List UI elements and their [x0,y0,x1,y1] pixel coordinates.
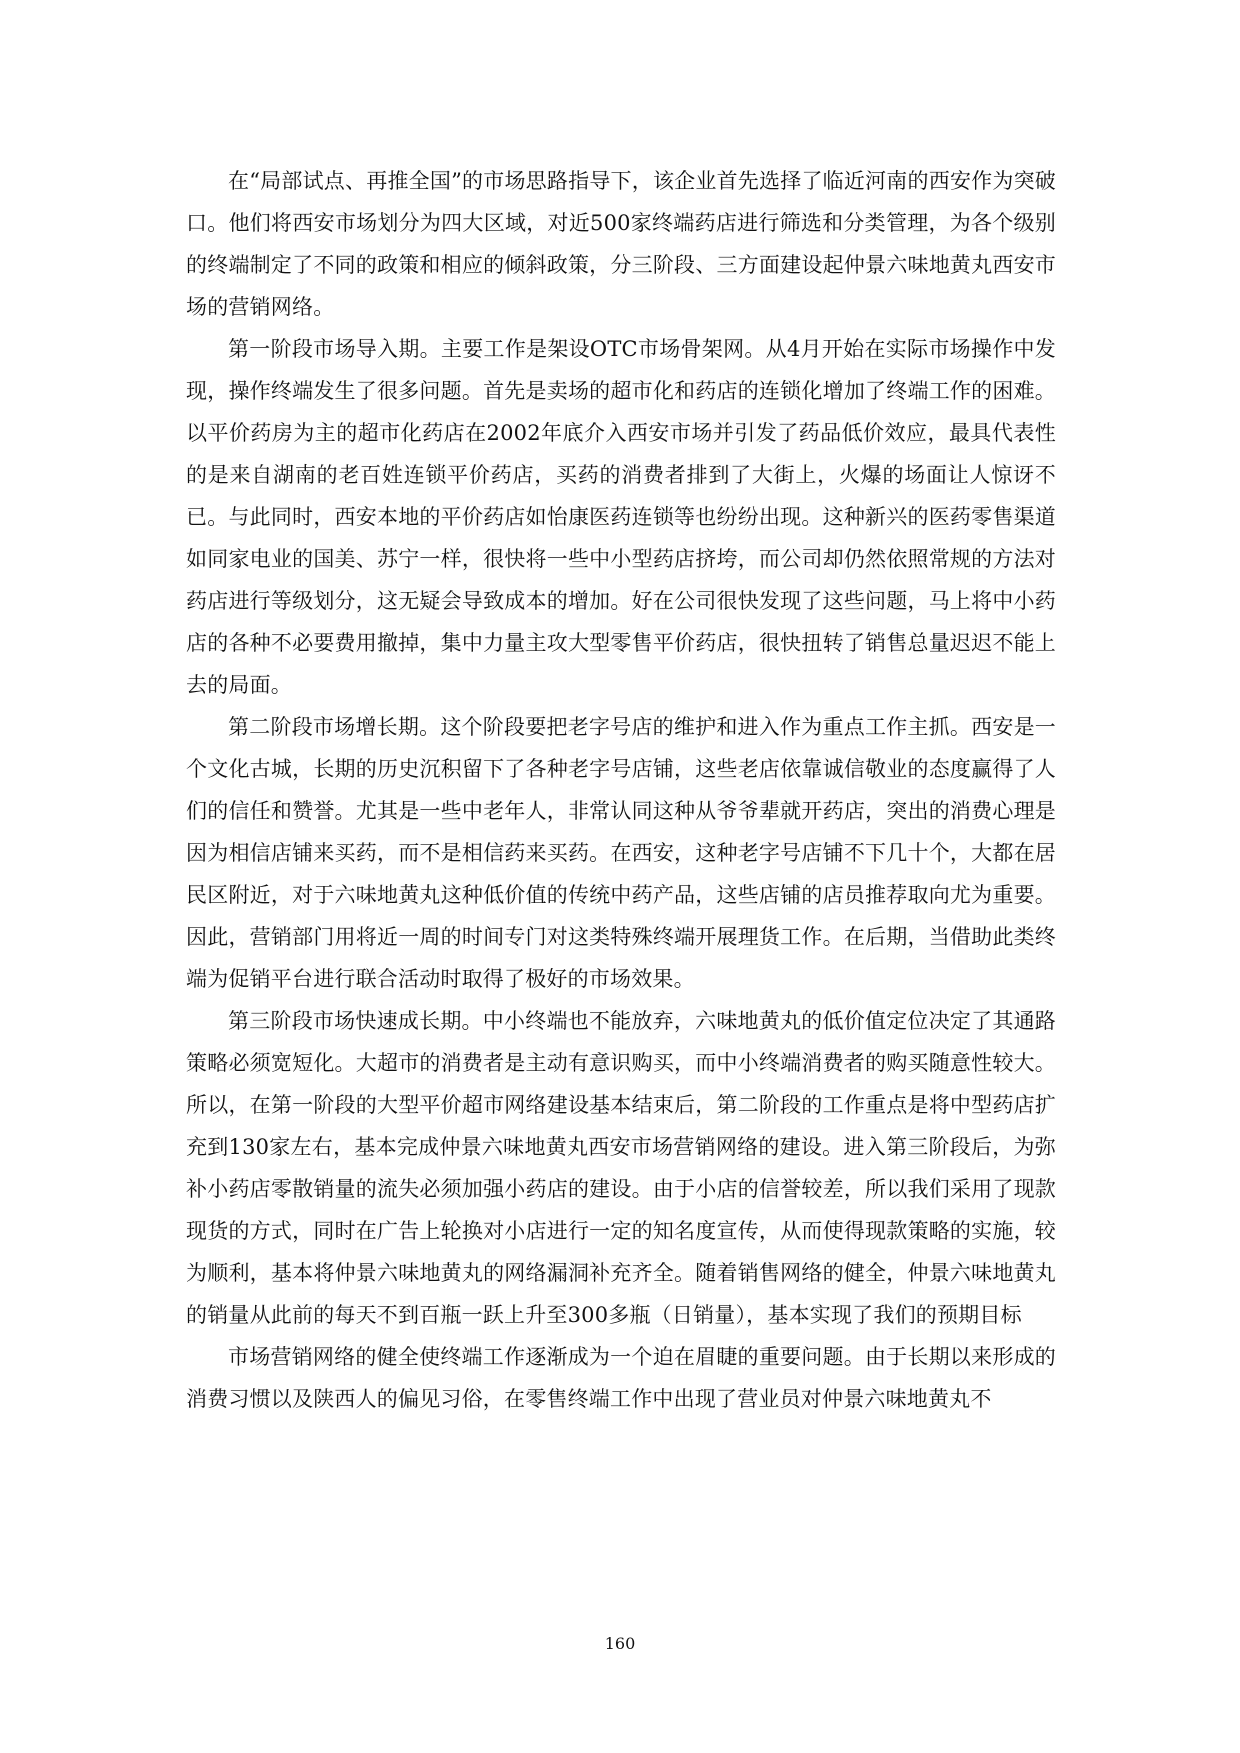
paragraph-stage-three: 第三阶段市场快速成长期。中小终端也不能放弃，六味地黄丸的低价值定位决定了其通路策略必须宽短化。大超市的消费者是主动有意识购买，而中小终端消费者的购买随意性较大。所以，在第一阶段的大型平价超市网络建设基本结束后，第二阶段的工作重点是将中型药店扩充到130家左右，基本完成仲景六味地黄丸西安市场营销网络的建设。进入第三阶段后，为弥补小药店零散销量的流失必须加强小药店的建设。由于小店的信誉较差，所以我们采用了现款现货的方式，同时在广告上轮换对小店进行一定的知名度宣传，从而使得现款策略的实施，较为顺利，基本将仲景六味地黄丸的网络漏洞补充齐全。随着销售网络的健全，仲景六味地黄丸的销量从此前的每天不到百瓶一跃上升至300多瓶（日销量），基本实现了我们的预期目标 [186,1009,1056,1327]
page-number: 160 [604,1634,636,1653]
body-text [186,160,1056,1420]
paragraph-stage-two: 第二阶段市场增长期。这个阶段要把老字号店的维护和进入作为重点工作主抓。西安是一个文化古城，长期的历史沉积留下了各种老字号店铺，这些老店依靠诚信敬业的态度赢得了人们的信任和赞誉。尤其是一些中老年人，非常认同这种从爷爷辈就开药店，突出的消费心理是因为相信店铺来买药，而不是相信药来买药。在西安，这种老字号店铺不下几十个，大都在居民区附近，对于六味地黄丸这种低价值的传统中药产品，这些店铺的店员推荐取向尤为重要。因此，营销部门用将近一周的时间专门对这类特殊终端开展理货工作。在后期，当借助此类终端为促销平台进行联合活动时取得了极好的市场效果。 [186,715,1056,991]
paragraph-terminal-work: 市场营销网络的健全使终端工作逐渐成为一个迫在眉睫的重要问题。由于长期以来形成的消费习惯以及陕西人的偏见习俗，在零售终端工作中出现了营业员对仲景六味地黄丸不 [186,1345,1056,1411]
paragraph-strategy: 在“局部试点、再推全国”的市场思路指导下，该企业首先选择了临近河南的西安作为突破口。他们将西安市场划分为四大区域，对近500家终端药店进行筛选和分类管理，为各个级别的终端制定了不同的政策和相应的倾斜政策，分三阶段、三方面建设起仲景六味地黄丸西安市场的营销网络。 [186,169,1056,319]
paragraph-stage-one: 第一阶段市场导入期。主要工作是架设OTC市场骨架网。从4月开始在实际市场操作中发现，操作终端发生了很多问题。首先是卖场的超市化和药店的连锁化增加了终端工作的困难。以平价药房为主的超市化药店在2002年底介入西安市场并引发了药品低价效应，最具代表性的是来自湖南的老百姓连锁平价药店，买药的消费者排到了大街上，火爆的场面让人惊讶不已。与此同时，西安本地的平价药店如怡康医药连锁等也纷纷出现。这种新兴的医药零售渠道如同家电业的国美、苏宁一样，很快将一些中小型药店挤垮，而公司却仍然依照常规的方法对药店进行等级划分，这无疑会导致成本的增加。好在公司很快发现了这些问题，马上将中小药店的各种不必要费用撤掉，集中力量主攻大型零售平价药店，很快扭转了销售总量迟迟不能上去的局面。 [186,337,1056,697]
